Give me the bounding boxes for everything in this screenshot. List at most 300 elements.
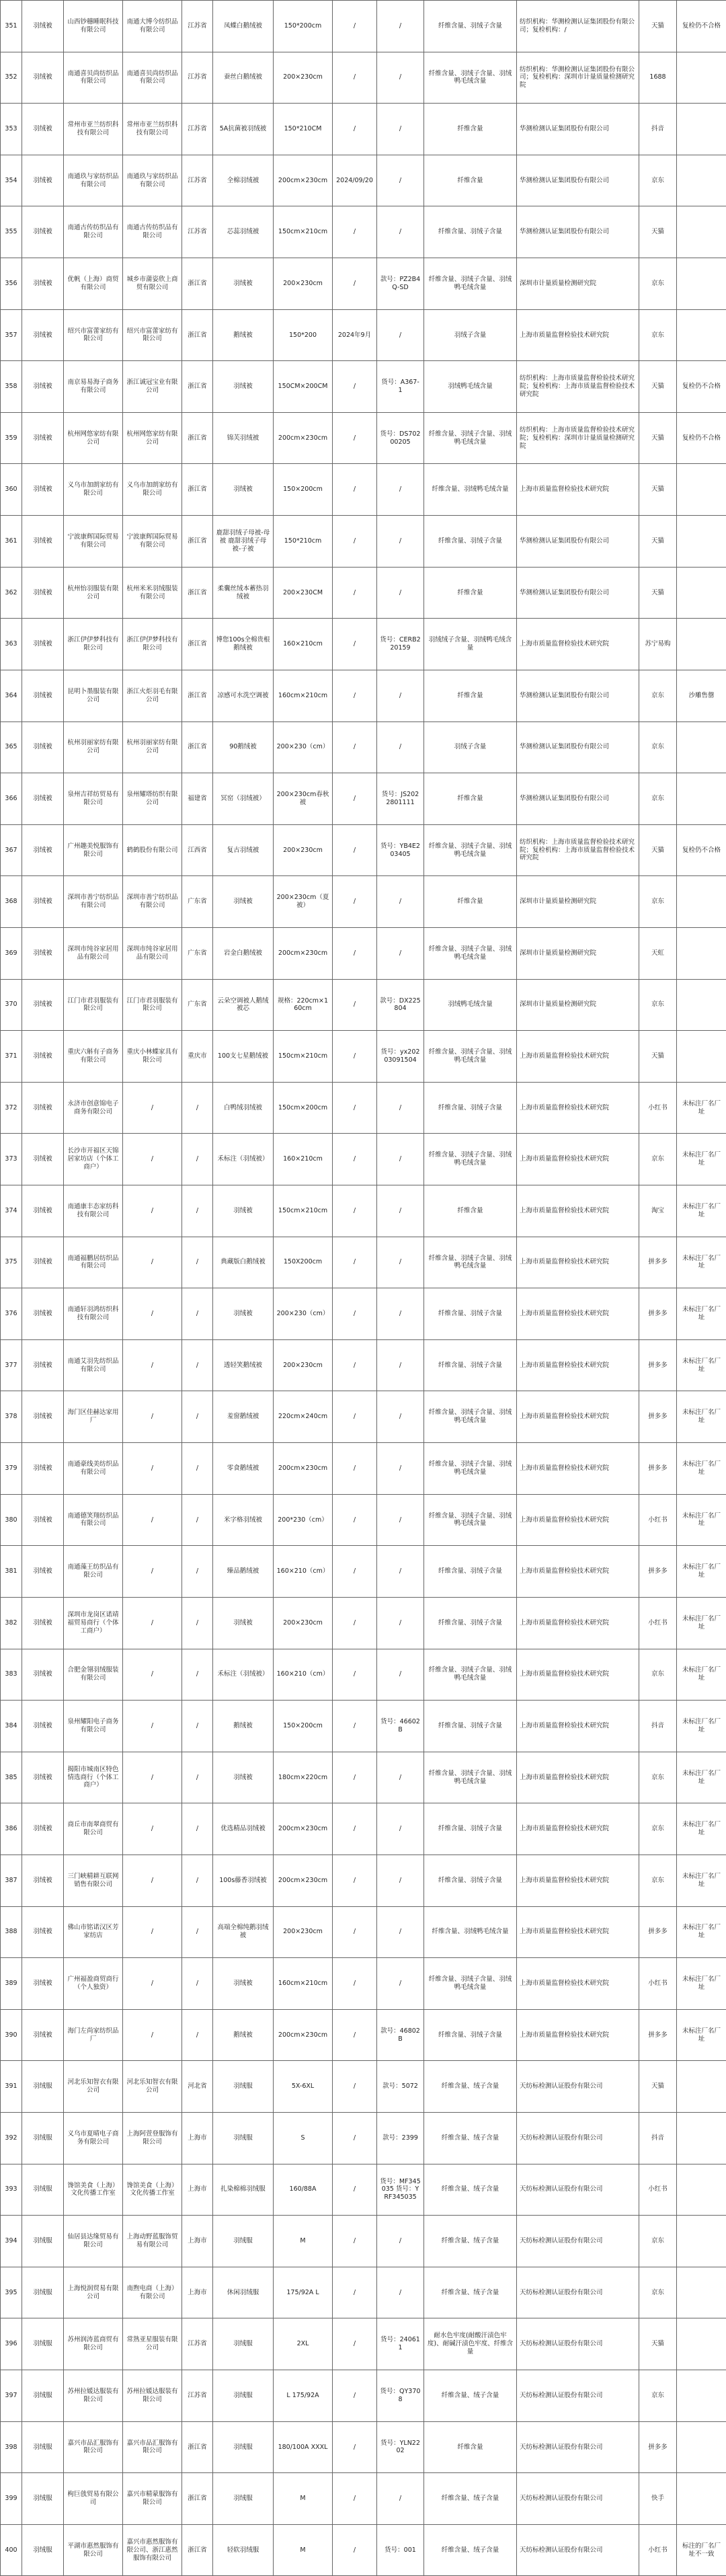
cell-index: 353	[1, 104, 22, 155]
cell-specification: 150×200cm	[274, 1701, 333, 1752]
cell-category: 羽绒服	[22, 2318, 64, 2370]
cell-production-date: /	[333, 2524, 377, 2576]
cell-failed-items: 纤维含量、羽绒子含量、羽绒鸭毛绒含量	[424, 258, 517, 310]
cell-platform: 小红书	[639, 1494, 677, 1546]
cell-model-number: /	[377, 1494, 424, 1546]
cell-product-name: 羽绒被	[213, 1597, 274, 1649]
cell-remarks: 复检仍不合格	[677, 824, 726, 876]
cell-category: 羽绒被	[22, 1701, 64, 1752]
cell-specification: 200×230（cm）	[274, 721, 333, 773]
cell-platform: 天猫	[639, 412, 677, 464]
cell-specification: 200×230cm	[274, 824, 333, 876]
cell-failed-items: 纤维含量、羽绒子含量	[424, 1701, 517, 1752]
cell-specification: 160/88A	[274, 2164, 333, 2216]
cell-category: 羽绒被	[22, 309, 64, 361]
cell-seller: 南通德笑翔纺织品有限公司	[64, 1494, 123, 1546]
cell-testing-agency: 上海市质量监督检验技术研究院	[517, 1443, 639, 1495]
cell-seller: 三门峡精耕互联网销售有限公司	[64, 1855, 123, 1906]
cell-seller: 南通康丰态家纺科技有限公司	[64, 1185, 123, 1237]
cell-category: 羽绒被	[22, 1237, 64, 1288]
cell-remarks	[677, 927, 726, 979]
cell-specification: 150cm×210cm	[274, 206, 333, 258]
cell-product-name: 透轻笑鹅绒被	[213, 1339, 274, 1391]
cell-platform: 京东	[639, 2370, 677, 2422]
cell-failed-items: 纤维含量、羽绒鸭毛绒含量	[424, 464, 517, 516]
cell-platform: 天猫	[639, 1, 677, 52]
cell-product-name: 扎染棉棉羽绒服	[213, 2164, 274, 2216]
cell-failed-items: 纤维含量、绒子含量	[424, 2473, 517, 2525]
cell-model-number: 款号：DX225804	[377, 979, 424, 1031]
cell-production-date: /	[333, 258, 377, 310]
cell-production-date: /	[333, 1906, 377, 1958]
cell-specification: 150*200cm	[274, 1, 333, 52]
cell-production-date: /	[333, 1288, 377, 1340]
cell-platform: 京东	[639, 1134, 677, 1185]
cell-specification: 160×210cm	[274, 1134, 333, 1185]
table-row	[1, 1494, 726, 1546]
cell-manufacturer: 城乡市蒲姿欣上商贸有限公司	[123, 258, 182, 310]
cell-testing-agency: 上海市质量监督检验技术研究院	[517, 1906, 639, 1958]
cell-model-number: /	[377, 2216, 424, 2267]
cell-product-name: 高端全棉纯鹅羽绒被	[213, 1906, 274, 1958]
cell-model-number: /	[377, 1855, 424, 1906]
table-row	[1, 2164, 726, 2216]
cell-manufacturer: 常熟亚星服装有限公司	[123, 2318, 182, 2370]
cell-platform: 京东	[639, 979, 677, 1031]
cell-province: 上海市	[182, 2164, 213, 2216]
cell-product-name: 鹅绒被	[213, 309, 274, 361]
cell-manufacturer: /	[123, 1391, 182, 1443]
cell-index: 382	[1, 1597, 22, 1649]
cell-failed-items: 纤维含量	[424, 773, 517, 825]
cell-specification: 200cm×230cm	[274, 1855, 333, 1906]
cell-manufacturer: 义乌市加朗家纺有限公司	[123, 464, 182, 516]
cell-failed-items: 纤维含量、羽绒鸭毛绒含量	[424, 1906, 517, 1958]
table-row	[1, 1701, 726, 1752]
cell-remarks	[677, 876, 726, 928]
cell-platform: 天猫	[639, 1031, 677, 1083]
cell-model-number: 款号：2399	[377, 2112, 424, 2164]
cell-remarks	[677, 516, 726, 568]
cell-platform: 抖音	[639, 1701, 677, 1752]
cell-category: 羽绒被	[22, 927, 64, 979]
cell-product-name: 柔囊丝绒本蓄热羽绒被	[213, 567, 274, 619]
cell-province: 江苏省	[182, 206, 213, 258]
cell-testing-agency: 天纺标检测认证股份有限公司	[517, 2061, 639, 2113]
cell-production-date: /	[333, 1082, 377, 1134]
cell-index: 383	[1, 1649, 22, 1701]
cell-seller: 泉州吉祥纺贸易有限公司	[64, 773, 123, 825]
cell-production-date: /	[333, 824, 377, 876]
cell-province: /	[182, 1906, 213, 1958]
cell-seller: 山西钞穗睡眠科技有限公司	[64, 1, 123, 52]
cell-failed-items: 纤维含量	[424, 670, 517, 721]
cell-platform: 抖音	[639, 104, 677, 155]
cell-remarks: 未标注厂名厂址	[677, 1134, 726, 1185]
cell-production-date: /	[333, 361, 377, 413]
cell-failed-items: 纤维含量	[424, 104, 517, 155]
cell-manufacturer: /	[123, 1803, 182, 1855]
cell-production-date: /	[333, 927, 377, 979]
cell-seller: 永济市创意锦电子商务有限公司	[64, 1082, 123, 1134]
cell-production-date: /	[333, 1855, 377, 1906]
cell-category: 羽绒被	[22, 2009, 64, 2061]
cell-index: 351	[1, 1, 22, 52]
cell-testing-agency: 上海市质量监督检验技术研究院	[517, 464, 639, 516]
cell-category: 羽绒被	[22, 412, 64, 464]
cell-production-date: /	[333, 1, 377, 52]
cell-seller: 深圳市龙岗区诺靖福贸易商行（个体工商户）	[64, 1597, 123, 1649]
cell-production-date: /	[333, 1443, 377, 1495]
cell-testing-agency: 天纺标检测认证股份有限公司	[517, 2112, 639, 2164]
cell-testing-agency: 上海市质量监督检验技术研究院	[517, 1546, 639, 1598]
cell-platform: 京东	[639, 876, 677, 928]
table-row	[1, 2318, 726, 2370]
cell-product-name: 凤蝶白鹅绒被	[213, 1, 274, 52]
cell-index: 366	[1, 773, 22, 825]
cell-seller: 江门市君羽服装有限公司	[64, 979, 123, 1031]
cell-manufacturer: 浙江火炬羽毛有限公司	[123, 670, 182, 721]
cell-platform: 小红书	[639, 2524, 677, 2576]
cell-testing-agency: 上海市质量监督检验技术研究院	[517, 2009, 639, 2061]
cell-index: 363	[1, 619, 22, 670]
table-row	[1, 773, 726, 825]
cell-failed-items: 纤维含量、羽绒子含量、羽绒鸭毛绒含量	[424, 927, 517, 979]
cell-remarks: 未标注厂名厂址	[677, 1443, 726, 1495]
cell-model-number: /	[377, 1237, 424, 1288]
cell-seller: 优帆（上海）商贸有限公司	[64, 258, 123, 310]
table-row	[1, 258, 726, 310]
cell-remarks	[677, 979, 726, 1031]
cell-category: 羽绒被	[22, 619, 64, 670]
cell-manufacturer: 馋馆美食（上海）文化传播工作室	[123, 2164, 182, 2216]
cell-seller: 合肥金翎羽绒服装有限公司	[64, 1649, 123, 1701]
cell-failed-items: 纤维含量、羽绒子含量	[424, 1803, 517, 1855]
cell-model-number: /	[377, 2267, 424, 2318]
cell-model-number: /	[377, 1, 424, 52]
cell-seller: 馋馆美食（上海）文化传播工作室	[64, 2164, 123, 2216]
cell-model-number: /	[377, 1546, 424, 1598]
cell-production-date: /	[333, 206, 377, 258]
table-row	[1, 1803, 726, 1855]
cell-index: 381	[1, 1546, 22, 1598]
table-row	[1, 2009, 726, 2061]
cell-remarks: 未标注厂名厂址	[677, 1803, 726, 1855]
cell-model-number: /	[377, 2473, 424, 2525]
cell-product-name: 禾标注（羽绒被）	[213, 1649, 274, 1701]
cell-index: 395	[1, 2267, 22, 2318]
cell-testing-agency: 深圳市计量质量检测研究院	[517, 927, 639, 979]
cell-failed-items: 纤维含量、羽绒子含量、羽绒鸭毛绒含量	[424, 1237, 517, 1288]
cell-platform: 1688	[639, 52, 677, 104]
cell-manufacturer: /	[123, 1546, 182, 1598]
cell-model-number: /	[377, 1134, 424, 1185]
cell-seller: 平湖市惠然服饰有限公司	[64, 2524, 123, 2576]
cell-product-name: 羞窗鹅绒被	[213, 1391, 274, 1443]
cell-remarks: 未标注厂名厂址	[677, 1649, 726, 1701]
table-row	[1, 1597, 726, 1649]
cell-testing-agency: 天纺标检测认证股份有限公司	[517, 2421, 639, 2473]
cell-testing-agency: 上海市质量监督检验技术研究院	[517, 1339, 639, 1391]
cell-manufacturer: 上海动野蓝服饰贸易有限公司	[123, 2216, 182, 2267]
cell-index: 356	[1, 258, 22, 310]
cell-production-date: /	[333, 2267, 377, 2318]
cell-testing-agency: 深圳市计量质量检测研究院	[517, 258, 639, 310]
cell-product-name: 羽绒服	[213, 2061, 274, 2113]
cell-failed-items: 纤维含量、羽绒子含量、羽绒鸭毛绒含量	[424, 1494, 517, 1546]
cell-product-name: 冥窑（羽绒被）	[213, 773, 274, 825]
table-row	[1, 104, 726, 155]
cell-production-date: /	[333, 2421, 377, 2473]
cell-product-name: 岩金白鹅绒被	[213, 927, 274, 979]
cell-province: 广东省	[182, 927, 213, 979]
cell-platform: 天猫	[639, 824, 677, 876]
cell-remarks	[677, 206, 726, 258]
cell-province: 福建省	[182, 773, 213, 825]
cell-platform: 拼多多	[639, 1391, 677, 1443]
cell-model-number: /	[377, 104, 424, 155]
cell-manufacturer: 嘉兴市品汇服饰有限公司	[123, 2421, 182, 2473]
cell-seller: 佛山市铭诺汉区芳家纺店	[64, 1906, 123, 1958]
cell-index: 373	[1, 1134, 22, 1185]
cell-province: 浙江省	[182, 2473, 213, 2525]
cell-production-date: /	[333, 412, 377, 464]
cell-failed-items: 纤维含量、羽绒子含量	[424, 516, 517, 568]
cell-index: 397	[1, 2370, 22, 2422]
cell-province: 广东省	[182, 876, 213, 928]
cell-model-number: /	[377, 464, 424, 516]
cell-manufacturer: 杭州网悠家纺有限公司	[123, 412, 182, 464]
cell-platform: 京东	[639, 309, 677, 361]
cell-platform: 小红书	[639, 2164, 677, 2216]
cell-remarks: 未标注厂名厂址	[677, 1494, 726, 1546]
cell-category: 羽绒服	[22, 2112, 64, 2164]
cell-platform: 京东	[639, 773, 677, 825]
cell-testing-agency: 上海市质量监督检验技术研究院	[517, 1597, 639, 1649]
table-row	[1, 309, 726, 361]
cell-product-name: 鹿甜羽绒子母被-母被 鹿甜羽绒子母被-子被	[213, 516, 274, 568]
table-row	[1, 1237, 726, 1288]
cell-product-name: 休闲羽绒服	[213, 2267, 274, 2318]
cell-seller: 杭州网悠家纺有限公司	[64, 412, 123, 464]
cell-platform: 天猫	[639, 361, 677, 413]
cell-manufacturer: 宁波康辉国际贸易有限公司	[123, 516, 182, 568]
table-row	[1, 824, 726, 876]
cell-remarks: 未标注厂名厂址	[677, 1701, 726, 1752]
cell-seller: 海门左尚家纺织品厂	[64, 2009, 123, 2061]
cell-specification: M	[274, 2216, 333, 2267]
cell-index: 384	[1, 1701, 22, 1752]
cell-product-name: 凉感可水洗空调被	[213, 670, 274, 721]
cell-production-date: /	[333, 2370, 377, 2422]
table-row	[1, 2473, 726, 2525]
cell-failed-items: 羽绒子含量	[424, 309, 517, 361]
cell-manufacturer: 上海阿萱登服饰有限公司	[123, 2112, 182, 2164]
cell-seller: 仙居县达缘贸易有限公司	[64, 2216, 123, 2267]
cell-province: /	[182, 1752, 213, 1803]
cell-seller: 杭州怡羽服装有限公司	[64, 567, 123, 619]
cell-index: 357	[1, 309, 22, 361]
cell-province: 浙江省	[182, 412, 213, 464]
cell-remarks	[677, 721, 726, 773]
cell-platform: 京东	[639, 1752, 677, 1803]
cell-product-name: 5A抗菌被羽绒被	[213, 104, 274, 155]
cell-province: /	[182, 1546, 213, 1598]
cell-production-date: /	[333, 1803, 377, 1855]
cell-specification: 200*230（cm）	[274, 1494, 333, 1546]
cell-failed-items: 纤维含量	[424, 2421, 517, 2473]
cell-category: 羽绒被	[22, 1597, 64, 1649]
cell-specification: 200cm×230cm	[274, 927, 333, 979]
cell-specification: 200×230cm	[274, 1597, 333, 1649]
cell-product-name: 复古羽绒被	[213, 824, 274, 876]
cell-failed-items: 纤维含量、羽绒子含量、羽绒鸭毛绒含量	[424, 1958, 517, 2010]
cell-seller: 泉州耀阳电子商务有限公司	[64, 1701, 123, 1752]
cell-model-number: /	[377, 1597, 424, 1649]
cell-platform: 天猫	[639, 464, 677, 516]
cell-province: /	[182, 1443, 213, 1495]
cell-testing-agency: 华测检测认证集团股份有限公司	[517, 206, 639, 258]
cell-province: /	[182, 1597, 213, 1649]
cell-index: 360	[1, 464, 22, 516]
cell-specification: 150cm×210cm	[274, 1185, 333, 1237]
table-row	[1, 1391, 726, 1443]
cell-remarks	[677, 258, 726, 310]
cell-category: 羽绒被	[22, 361, 64, 413]
cell-model-number: 货号：CERB220159	[377, 619, 424, 670]
table-row	[1, 1443, 726, 1495]
cell-model-number: /	[377, 1906, 424, 1958]
cell-province: 浙江省	[182, 2524, 213, 2576]
cell-production-date: /	[333, 516, 377, 568]
cell-testing-agency: 华测检测认证集团股份有限公司	[517, 773, 639, 825]
cell-seller: 义乌市加朗家纺有限公司	[64, 464, 123, 516]
cell-manufacturer: 南通大博今纺织品有限公司	[123, 1, 182, 52]
cell-production-date: /	[333, 1752, 377, 1803]
cell-specification: M	[274, 2524, 333, 2576]
cell-index: 390	[1, 2009, 22, 2061]
cell-category: 羽绒被	[22, 721, 64, 773]
cell-province: /	[182, 1288, 213, 1340]
cell-platform: 小红书	[639, 1958, 677, 2010]
cell-platform: 小红书	[639, 1597, 677, 1649]
cell-category: 羽绒服	[22, 2061, 64, 2113]
cell-production-date: /	[333, 2112, 377, 2164]
cell-index: 365	[1, 721, 22, 773]
cell-failed-items: 纤维含量、羽绒子含量	[424, 1082, 517, 1134]
cell-failed-items: 纤维含量、绒子含量	[424, 2370, 517, 2422]
cell-index: 396	[1, 2318, 22, 2370]
cell-failed-items: 纤维含量、绒子含量	[424, 2061, 517, 2113]
cell-specification: 150cm×210cm	[274, 1031, 333, 1083]
cell-testing-agency: 上海市质量监督检验技术研究院	[517, 1031, 639, 1083]
cell-remarks: 未标注厂名厂址	[677, 1185, 726, 1237]
cell-remarks	[677, 52, 726, 104]
cell-index: 394	[1, 2216, 22, 2267]
cell-seller: 苏州润涛蓝商贸有限公司	[64, 2318, 123, 2370]
cell-model-number: /	[377, 670, 424, 721]
cell-manufacturer: /	[123, 1185, 182, 1237]
cell-production-date: /	[333, 876, 377, 928]
cell-testing-agency: 纺织机构：华测检测认证集团股份有限公司；复检机构：/	[517, 1, 639, 52]
cell-province: 浙江省	[182, 258, 213, 310]
cell-testing-agency: 华测检测认证集团股份有限公司	[517, 670, 639, 721]
cell-product-name: 羽绒被	[213, 1288, 274, 1340]
cell-province: 江苏省	[182, 1, 213, 52]
cell-production-date: /	[333, 1494, 377, 1546]
cell-testing-agency: 天纺标检测认证股份有限公司	[517, 2164, 639, 2216]
cell-failed-items: 羽绒鸭毛绒含量	[424, 979, 517, 1031]
cell-index: 361	[1, 516, 22, 568]
table-row	[1, 1288, 726, 1340]
cell-specification: 150cm×200cm	[274, 1082, 333, 1134]
cell-testing-agency: 上海市质量监督检验技术研究院	[517, 1855, 639, 1906]
cell-index: 392	[1, 2112, 22, 2164]
cell-failed-items: 纤维含量	[424, 567, 517, 619]
cell-category: 羽绒被	[22, 1546, 64, 1598]
cell-category: 羽绒被	[22, 773, 64, 825]
cell-remarks	[677, 567, 726, 619]
cell-category: 羽绒被	[22, 1855, 64, 1906]
cell-production-date: /	[333, 1958, 377, 2010]
cell-testing-agency: 天纺标检测认证股份有限公司	[517, 2267, 639, 2318]
cell-province: 上海市	[182, 2112, 213, 2164]
cell-seller: 义乌市夏晴电子商务有限公司	[64, 2112, 123, 2164]
cell-platform: 抖音	[639, 2112, 677, 2164]
cell-platform: 小红书	[639, 1082, 677, 1134]
cell-category: 羽绒被	[22, 1494, 64, 1546]
cell-production-date: /	[333, 1185, 377, 1237]
cell-specification: 180/100A XXXL	[274, 2421, 333, 2473]
cell-platform: 拼多多	[639, 1546, 677, 1598]
cell-production-date: /	[333, 721, 377, 773]
cell-remarks	[677, 2421, 726, 2473]
cell-platform: 天猫	[639, 516, 677, 568]
cell-specification: 200cm×230cm	[274, 2009, 333, 2061]
cell-category: 羽绒被	[22, 516, 64, 568]
cell-manufacturer: 常州市亚兰纺织科技有限公司	[123, 104, 182, 155]
cell-remarks	[677, 2112, 726, 2164]
cell-testing-agency: 华测检测认证集团股份有限公司	[517, 104, 639, 155]
cell-remarks: 标注的厂名厂址不一致	[677, 2524, 726, 2576]
table-row	[1, 1082, 726, 1134]
cell-failed-items: 纤维含量、羽绒子含量	[424, 1, 517, 52]
cell-manufacturer: /	[123, 1752, 182, 1803]
table-row	[1, 979, 726, 1031]
cell-specification: 160cm×210cm	[274, 670, 333, 721]
cell-specification: 160cm×210cm	[274, 1958, 333, 2010]
cell-failed-items: 纤维含量、羽绒子含量	[424, 1288, 517, 1340]
cell-product-name: 轻软羽绒服	[213, 2524, 274, 2576]
cell-product-name: 芯蕊羽绒被	[213, 206, 274, 258]
cell-testing-agency: 天纺标检测认证股份有限公司	[517, 2318, 639, 2370]
cell-model-number: /	[377, 1185, 424, 1237]
cell-testing-agency: 华测检测认证集团股份有限公司	[517, 516, 639, 568]
cell-index: 354	[1, 155, 22, 206]
cell-failed-items: 纤维含量、羽绒子含量	[424, 1855, 517, 1906]
table-row	[1, 1546, 726, 1598]
cell-specification: L 175/92A	[274, 2370, 333, 2422]
cell-index: 378	[1, 1391, 22, 1443]
cell-testing-agency: 上海市质量监督检验技术研究院	[517, 1288, 639, 1340]
cell-category: 羽绒被	[22, 206, 64, 258]
cell-manufacturer: /	[123, 1649, 182, 1701]
table-row	[1, 567, 726, 619]
cell-specification: 200×230（cm）	[274, 1288, 333, 1340]
cell-category: 羽绒服	[22, 2421, 64, 2473]
cell-seller: 宁波康辉国际贸易有限公司	[64, 516, 123, 568]
cell-category: 羽绒被	[22, 1, 64, 52]
